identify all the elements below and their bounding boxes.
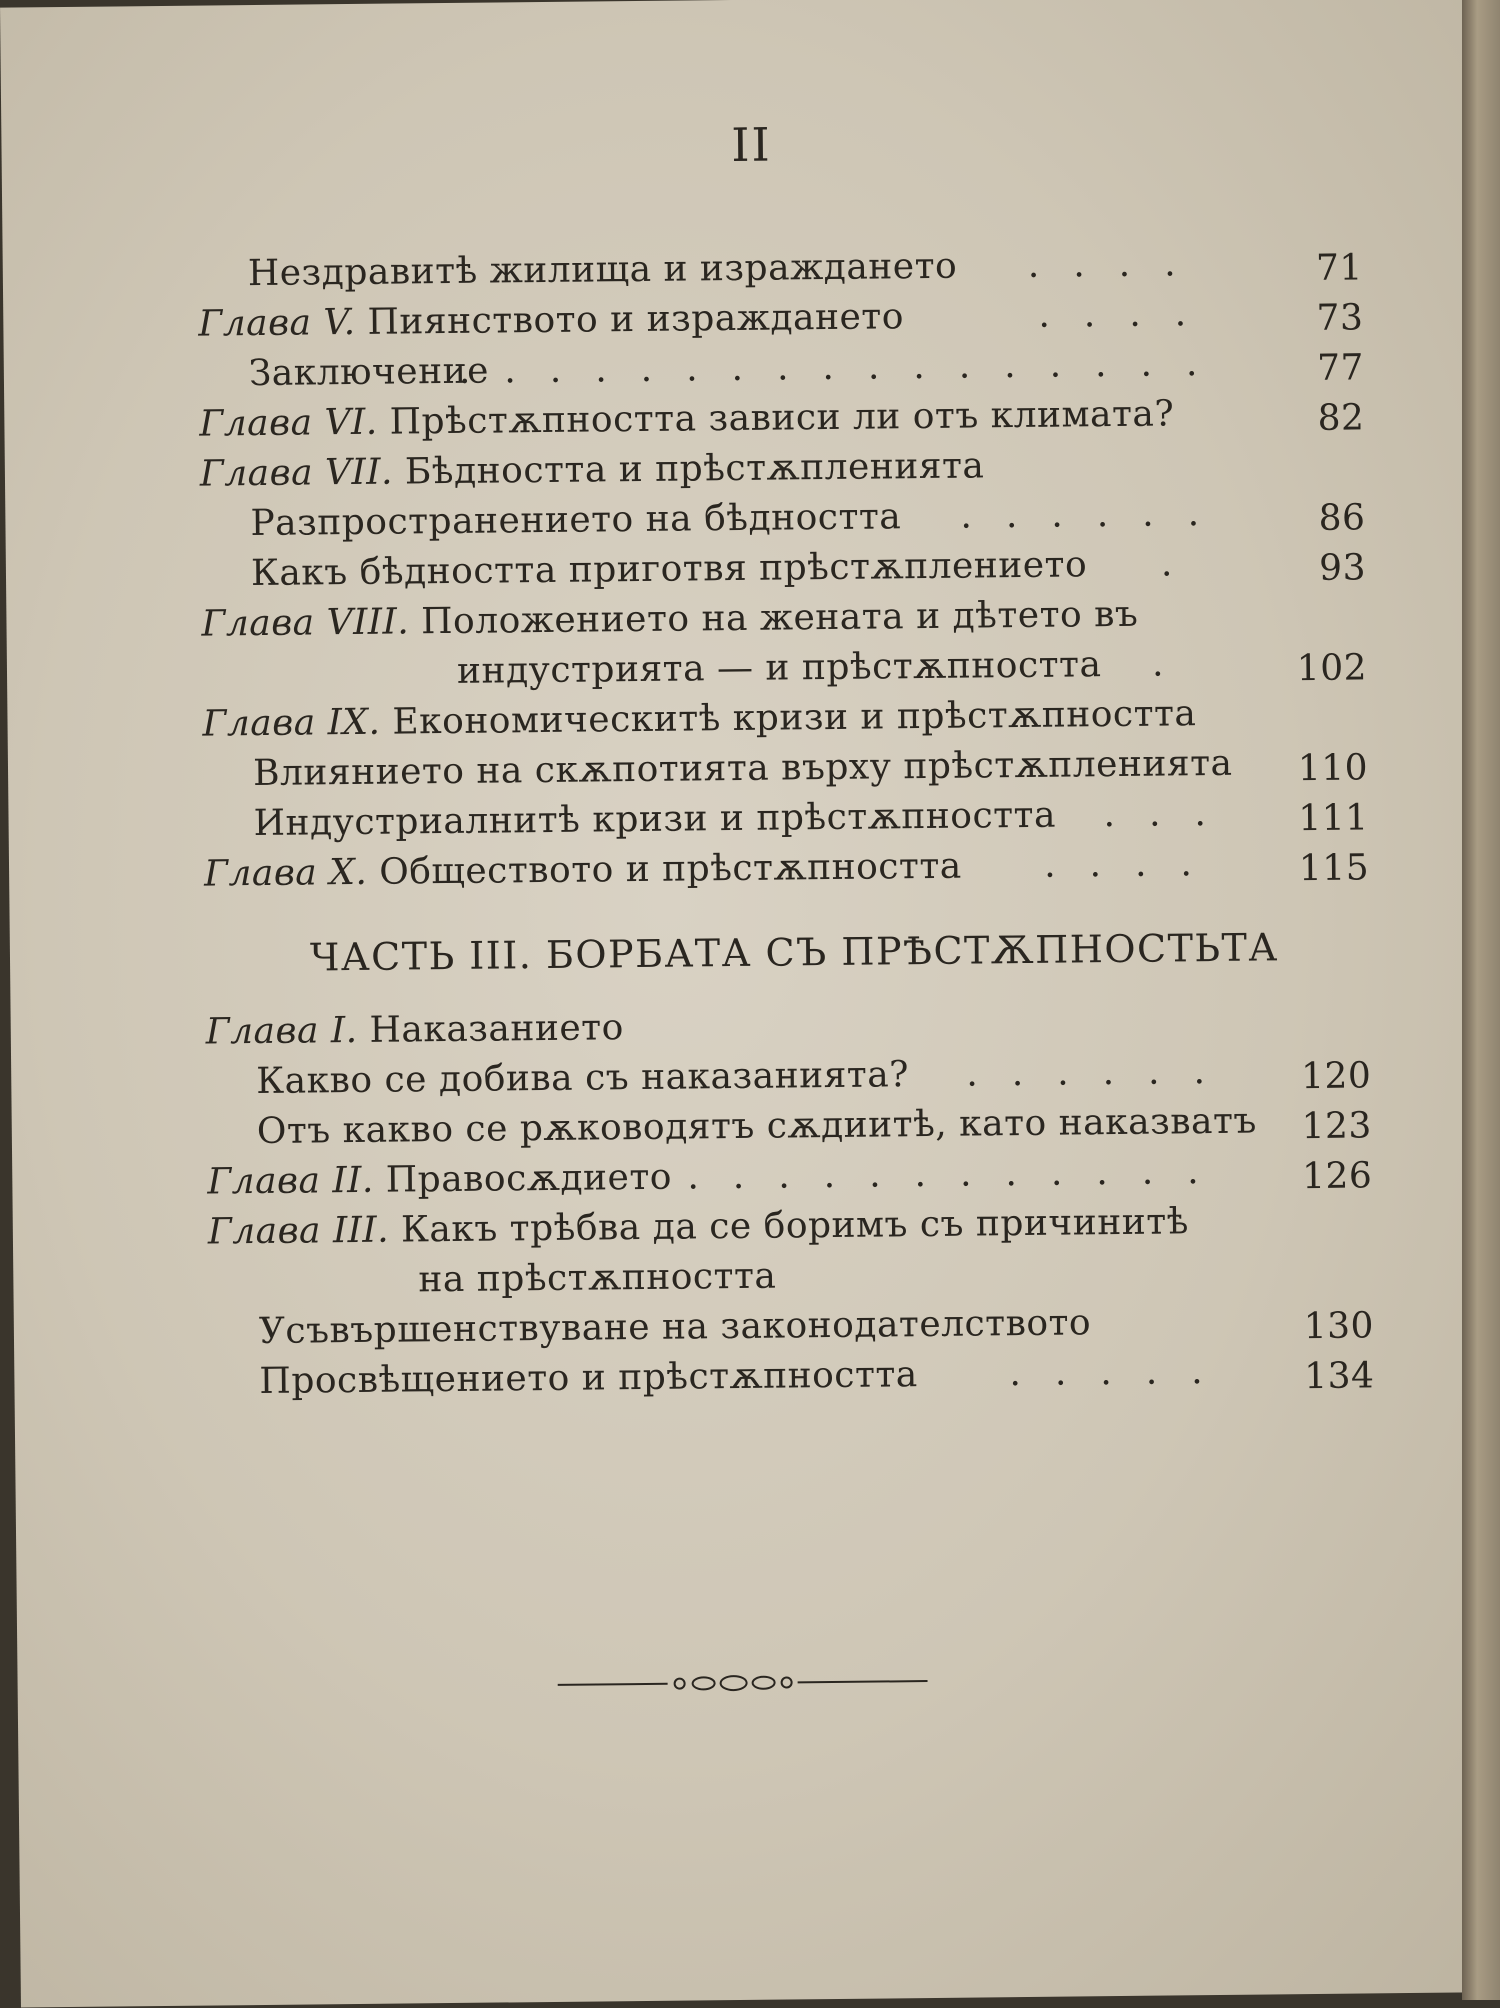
toc-entry-page: 82 [1317,397,1365,439]
toc-chapter-label: Глава X. [203,851,368,895]
dot-leader: ... [1103,792,1241,836]
decorative-rule-ornament [557,1666,927,1700]
toc-entry-page: 123 [1301,1105,1373,1148]
toc-chapter-label: Глава I. [205,1009,358,1053]
dot-leader: ................. [458,342,1232,392]
toc-chapter-label: Глава VIII. [201,601,410,645]
toc-entry-page: 77 [1316,347,1365,389]
toc-entry-title: Наказанието [369,1007,624,1051]
toc-entry-page: 111 [1298,797,1369,840]
toc-entry-page: 93 [1318,547,1367,589]
part-heading: ЧАСТЬ III. БОРБАТА СЪ ПРѢСТѪПНОСТЬТА [309,925,1279,980]
toc-entry-title: Разпространението на бѣдността [250,496,902,545]
toc-chapter-label: Глава VI. [199,401,378,445]
dot-leader: .... [1027,243,1210,286]
toc-entry-title: Прѣстѫпността зависи ли отъ климата? [389,393,1175,443]
toc-entry-title: Просвѣщението и прѣстѫпността [259,1354,918,1403]
toc-entry-title: Усъвършенствуване на законодателството [258,1302,1092,1353]
toc-entry-title: Какъ бѣдността приготвя прѣстѫплението [250,544,1088,595]
toc-entry-page: 71 [1315,247,1364,289]
toc-entry-title: Нездравитѣ жилища и израждането [247,245,958,295]
toc-entry-title: Обществото и прѣстѫпността [379,845,962,893]
toc-entry-title: Отъ какво се рѫководятъ сѫдиитѣ, като наказватъ [256,1100,1257,1153]
toc-chapter-label: Глава VII. [199,451,394,495]
toc-entry-title: Бѣдността и прѣстѫпленията [404,445,985,493]
book-page-edge [1462,0,1500,2000]
dot-leader: ............ [687,1150,1233,1198]
toc-entry-page: 134 [1304,1355,1375,1398]
toc-entry-title: Какъ трѣбва да се боримъ съ причинитѣ [400,1201,1190,1251]
toc-chapter-label: Глава IX. [202,701,381,745]
toc-chapter-label: Глава II. [207,1159,375,1203]
toc-entry-title: Индустриалнитѣ кризи и прѣстѫпността [253,794,1057,845]
table-of-contents [198,238,1375,1408]
toc-entry-page: 126 [1301,1155,1373,1198]
toc-entry-title: Економическитѣ кризи и прѣстѫпността [392,693,1197,743]
toc-chapter-label: Глава III. [207,1209,390,1253]
toc-entry-title: Положението на жената и дѣтето въ [420,593,1139,643]
dot-leader: .... [1038,292,1221,336]
toc-entry-title: Влиянието на скѫпотията върху прѣстѫпленията [252,742,1233,795]
toc-chapter-label: Глава V. [198,301,356,345]
toc-entry-page: 120 [1300,1055,1372,1098]
page-number: II [731,117,772,173]
dot-leader: . [1151,643,1198,685]
toc-entry-title: Правосѫдието [385,1156,673,1201]
toc-entry-page: 130 [1303,1305,1375,1348]
dot-leader: . [1160,543,1207,585]
dot-leader: .... [1043,842,1227,886]
toc-entry-title: индустрията — и прѣстѫпността [456,644,1102,692]
dot-leader: ..... [1009,1350,1237,1395]
toc-entry-title: Какво се добива съ наказанията? [256,1054,910,1103]
toc-entry-title: на прѣстѫпността [418,1255,777,1301]
toc-entry-title: Пиянството и израждането [367,296,905,343]
toc-entry-page: 102 [1296,647,1368,690]
toc-entry-page: 86 [1318,497,1366,539]
toc-entry-page: 110 [1297,747,1369,790]
toc-entry-title: Заключение [248,350,490,395]
dot-leader: ...... [960,492,1234,537]
toc-entry-page: 73 [1316,297,1364,339]
toc-entry-page: 115 [1298,847,1370,890]
dot-leader: ...... [966,1050,1240,1095]
